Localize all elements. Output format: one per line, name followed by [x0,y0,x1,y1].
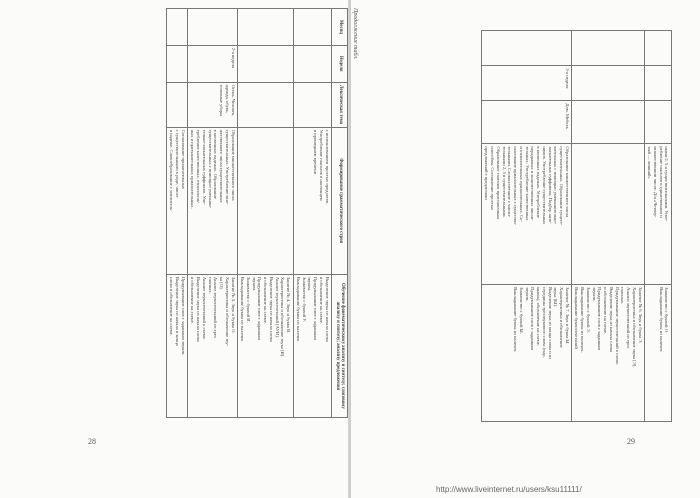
cell-text-line: Образование глаголов приставочным [495,146,501,220]
cell-text-line: ребление глаголов в единственном и [658,146,664,218]
cell-text-line: Занятие № 6. Звук и буква Э. [637,287,643,344]
cell-text-line: ласкательных суффиксов. Подбор анто- [547,146,553,224]
cell-text-line: Употребление глаголов в настоящем [318,129,324,201]
cell-text-line: и обозначение на схеме. [263,276,269,324]
cell-text-line: тый — лишний» [647,146,653,179]
cell-text-line: в косвенных падежах. Образование [213,129,219,199]
cell-text-line: Знакомство с буквой И. [245,276,251,323]
cell-phonetic [645,285,672,422]
cell-text-line: порядковых и количественных числи- [530,146,536,221]
cell-text-line: гласных. [207,276,213,294]
cell-text-line: Выкладывание буквы из палочек [295,276,301,342]
cell-text-line: Занятие № 4. Звук и буква И. [286,276,292,334]
cell-month [188,9,238,46]
cell-text-line: Знакомство с буквой Ы. [518,287,524,334]
cell-text-line: Характеристика и обозначение [559,287,565,348]
cell-month [166,9,187,46]
cell-text-line: Выделение звука из начала слова [196,276,202,342]
cell-text-line: Характеристика и обозначение звука [И]. [280,276,286,358]
cell-text-line: и относительных прилагательных. Со- [518,146,524,222]
cell-week [166,45,187,82]
cell-lexical [572,101,645,144]
cell-text-line: Придумывание слов с заданным [597,287,603,351]
cell-text-line: и прошедшем времени [313,129,319,175]
cell-phonetic [188,274,238,417]
cell-text-line: и падеже. Словообразование с числитель- [169,129,175,212]
cell-lexical [293,82,331,127]
cell-text-line: Выделение звука из начала слова [268,276,274,342]
cell-text-line: нимов. Употребление существительных [541,146,547,225]
table-row [188,9,238,418]
cell-text-line: Придумывание слов с заданным [313,276,319,340]
cell-grammar [188,127,238,274]
cell-text-line: тельными. Словосочетание с числи- [507,146,513,218]
cell-grammar [482,144,572,285]
cell-month [645,31,672,66]
right-table [481,30,672,422]
cell-week [238,45,294,82]
cell-text-line: Согласование прилагательных [180,129,186,190]
table-row [645,31,672,422]
cell-week [572,66,645,101]
cell-text-line: ными 2, 5 и существительными. Упот- [664,146,670,222]
cell-text-line: звуком. [251,276,257,292]
cell-text-line: Образование множественного числа [564,146,570,218]
cell-text-line: тельно-ласкательных суффиксов. Упо- [201,129,207,205]
table-row [166,9,187,418]
cell-text-line: Выделение звука из начала слова [608,287,614,352]
cell-phonetic [166,274,187,417]
cell-text-line: Знакомство с буквой Э. [585,287,591,333]
cell-text-line: жественного числа существительных [219,129,225,203]
cell-lexical [645,101,672,144]
cell-text-line: Придумывание слов с заданным звуком. [180,276,186,356]
header-lexical: Лексическая тема [332,82,348,127]
cell-text-line: существительных. Образование сущест- [559,146,565,226]
cell-phonetic [572,285,645,422]
cell-text-line: Анализ звукосочетаний к схеме. [201,276,207,340]
cell-text-line: Выделение звука из начала и конца [174,276,180,346]
cell-text-line: предложений с предлогами [484,146,490,200]
cell-text-line: и обозначение на схеме. [603,287,609,335]
cell-month [238,9,294,46]
cell-week [645,66,672,101]
cell-text-line: Выкладывание буквосочетаний [574,287,580,349]
cell-text-line: Характеристика и обозначение зву- [224,276,230,347]
cell-text-line: гласных. [620,287,626,305]
cell-text-line: звука [Ы]. [553,287,559,307]
cell-text-line: ка [О]. [219,276,225,290]
header-phonetic: Обучение фонематическому анализу и синтезу; слоговому анализу и синтезу; анализу предложения [332,274,348,417]
cell-text-line: тельными 2, 5 и существительными. [501,146,507,218]
cell-lexical [238,82,294,127]
cell-text-line: звуком. [591,287,597,302]
cell-week: 2-я неделя [188,45,238,82]
cell-text-line: с использованием простых предлогов. [324,129,330,205]
cell-text-line: и обозначение на схеме. [318,276,324,324]
table-row [238,9,294,418]
cell-grammar [166,127,187,274]
cell-text-line: Выкладывание буквы из палочек [658,287,664,352]
cell-text-line: Анализ звукосочетаний из трех [626,287,632,349]
table-row [482,31,572,422]
cell-lexical: Осень. Человек, одежда, обувь, головные уборы [188,82,238,127]
page-number-right: 29 [627,437,635,446]
cell-text-line: существительных с помощью уменьши- [207,129,213,209]
cell-text-line: Анализ звукосочетаний из трех [213,276,219,339]
page-number-left: 28 [88,437,96,446]
watermark-url: http://www.liveinternet.ru/users/ksu11111/ [436,485,582,494]
cell-lexical [166,82,187,127]
table-row [293,9,331,418]
cell-text-line: Выкладывание буквы из палочек. [580,287,586,353]
header-month: Месяц [332,9,348,46]
cell-grammar [572,144,645,285]
cell-lexical: Дом. Мебель [482,101,572,144]
cell-text-line: Придумывание звукосочетаний к схеме. [614,287,620,366]
cell-text-line: Выделение звука из начала слова [324,276,330,342]
cell-text-line: Занятие № 5. Звук и буква О. [230,276,236,334]
cell-text-line: тельных. Употребление качественных [524,146,530,221]
cell-text-line: Занятие № 7. Звук и буква Ы. [564,287,570,345]
table-header-row [332,9,348,418]
cell-text-line: гласование прилагательных с существи- [513,146,519,226]
cell-text-line: Характеристика и обозначение звука [Э]. [631,287,637,368]
continuation-label: Продолжение табл. [352,8,358,60]
cell-phonetic [482,285,572,422]
cell-phonetic [238,274,294,417]
cell-text-line: звуком. [524,287,530,302]
cell-text-line: множественном числе. Д/и «Четвер- [653,146,659,218]
cell-text-line: Знакомство с буквой У. [301,276,307,322]
left-table-wrapper [98,8,358,418]
cell-text-line: Придумывание слов с заданным [530,287,536,351]
cell-grammar [238,127,294,274]
cell-grammar [645,144,672,285]
cell-text-line: Выделение звука из конца слова и из [547,287,553,360]
left-table [166,8,348,418]
cell-text-line: способом. Составление простых [490,146,496,211]
cell-text-line: Анализ звукосочетаний [АУИ]. [274,276,280,338]
cell-text-line: с существительными в роде, числе [174,129,180,198]
right-table-wrapper [404,30,672,422]
cell-week [293,45,331,82]
cell-text-line: Придумывание слов с заданным [257,276,263,340]
header-week: Неделя [332,45,348,82]
cell-text-line: и обозначение на схеме. [190,276,196,324]
cell-text-line: вительных с помощью уменьшительно- [553,146,559,225]
cell-month [293,9,331,46]
cell-grammar [293,127,331,274]
cell-month [482,31,572,66]
cell-text-line: слова и обозначение на схеме. [169,276,175,336]
cell-text-line: Выкладывание буквы из палочек [240,276,246,342]
cell-month [572,31,645,66]
cell-text-line: требление качественных, относитель- [196,129,202,204]
cell-text-line: в косвенных падежах. Употребление [536,146,542,218]
cell-week: 3-я неделя [482,66,572,101]
header-grammar: Формирование грамматического строя [332,127,348,274]
cell-text-line: Знакомство с буквой О. [664,287,670,334]
cell-phonetic [293,274,331,417]
table-row [572,31,645,422]
cell-text-line: Образование множественного числа [230,129,236,201]
cell-text-line: Выкладывание буквы из палочек [513,287,519,352]
cell-text-line: ных и притяжательных прилагательных. [190,129,196,209]
cell-text-line: существительных. Употребление мно- [224,129,230,205]
cell-text-line: середины трехзвукового слова (сыр, [541,287,547,358]
cell-text-line: звуком. [307,276,313,292]
cell-text-line: мышь), обозначение на схеме. [536,287,542,347]
